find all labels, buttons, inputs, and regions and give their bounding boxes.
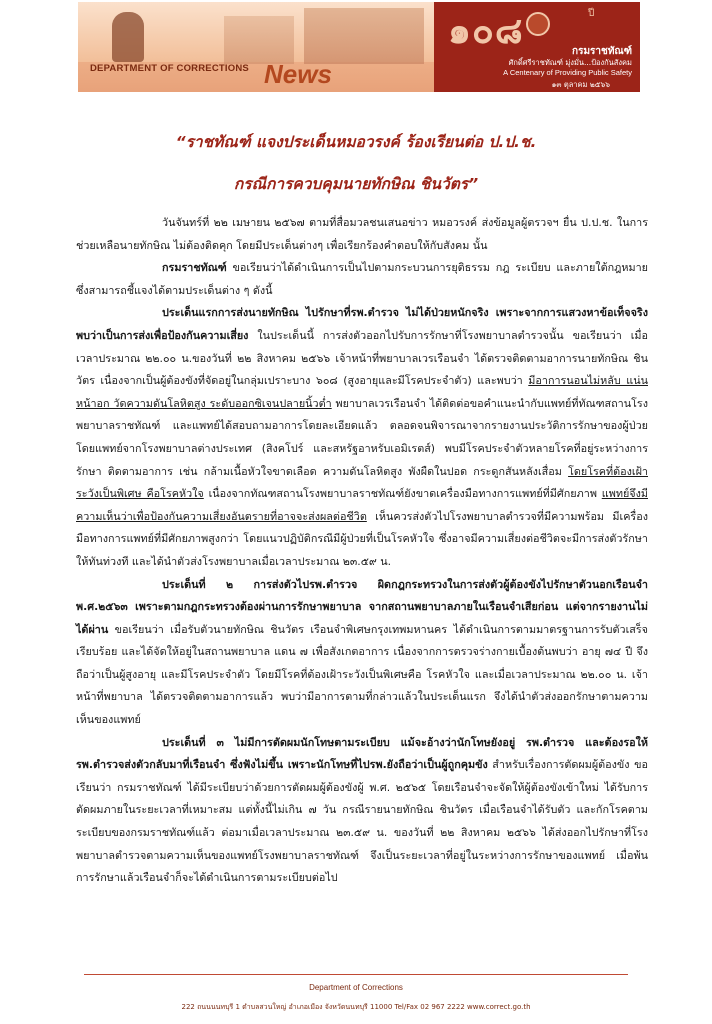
building-icon: [224, 16, 294, 64]
person-figure-icon: [112, 12, 144, 62]
intro-paragraph: วันจันทร์ที่ ๒๒ เมษายน ๒๕๖๗ ตามที่สื่อมวลชนเสนอข่าว หมอวรงค์ ส่งข้อมูลผู้ตรวจฯ ยื่น ป.ป.ช. ในการช่วยเหลือนายทักษิณ ไม่ต้องติดคุก โดยมีประเด็นต่างๆ เพื่อเรียกร้องคำตอบให้กับสังคม นั้น: [76, 216, 648, 252]
seal-icon: [526, 12, 550, 36]
org-name: กรมราชทัณฑ์: [572, 46, 632, 57]
response-text: ขอเรียนว่าได้ดำเนินการเป็นไปตามกระบวนการยุติธรรม กฎ ระเบียบ และภายใต้กฎหมาย ซึ่งสามารถชี้แจงได้ตามประเด็นต่าง ๆ ดังนี้: [76, 261, 648, 297]
response-paragraph: [76, 257, 648, 302]
anniversary-number: ๑๐๘: [448, 10, 524, 52]
point-1-paragraph: [76, 302, 648, 573]
point-2-text: ขอเรียนว่า เมื่อรับตัวนายทักษิณ ชินวัตร เรือนจำพิเศษกรุงเทพมหานคร ได้ดำเนินการตามมาตรฐานการรับตัวเสร็จเรียบร้อย และได้จัดให้อยู่ในสถานพยาบาล แดน ๗ เพื่อสังเกตอาการ เนื่องจากการตรวจร่างกายเบื้องต้นพบว่า อายุ ๗๔ ปี จึงถือว่าเป็นผู้สูงอายุ และมีโรคประจำตัว โดยมีโรคที่ต้องเฝ้าระวังเป็นพิเศษคือ โรคหัวใจ และเมื่อเวลาประมาณ ๒๒.๐๐ น. เจ้าหน้าที่พยาบาล ได้ตรวจติดตามอาการแล้ว พบว่ามีอาการตามที่กล่าวแล้วในประเด็นแรก จึงได้นำตัวส่งออกรักษาตามความเห็นของแพทย์: [76, 622, 648, 727]
footer-divider: [84, 974, 628, 975]
header-banner: [78, 2, 640, 92]
footer-address: 222 ถนนนนทบุรี 1 ตำบลสวนใหญ่ อำเภอเมือง จังหวัดนนทบุรี 11000 Tel/Fax 02 967 2222 www.correct.go.th: [181, 1003, 531, 1011]
building-icon: [304, 8, 424, 64]
point-3-paragraph: [76, 732, 648, 890]
slogan-english: A Centenary of Providing Public Safety: [503, 68, 632, 77]
point-1-text: ในประเด็นนี้ การส่งตัวออกไปรับการรักษาที่โรงพยาบาลตำรวจนั้น ขอเรียนว่า เมื่อเวลาประมาณ ๒๒.๐๐ น.ของวันที่ ๒๒ สิงหาคม ๒๕๖๖ เจ้าหน้าที่พยาบาลเวรเรือนจำ ได้ตรวจติดตามอาการนายทักษิณ ชินวัตร เนื่องจากเป็นผู้ต้องขังที่จัดอยู่ในกลุ่มเปราะบาง ๖๐๘ (สูงอายุและมีโรคประจำตัว) และพบว่า: [76, 328, 648, 388]
point-3-heading: ประเด็นที่ ๓ ไม่มีการตัดผมนักโทษตามระเบียบ แม้จะอ้างว่านักโทษยังอยู่ รพ.ตำรวจ และต้องรอให้ รพ.ตำรวจส่งตัวกลับมาที่เรือนจำ ซึ่งฟังไม่ขึ้น เพราะนักโทษที่ไปรพ.ยังถือว่าเป็นผู้ถูกคุมขัง: [76, 735, 648, 772]
department-name: DEPARTMENT OF CORRECTIONS: [90, 63, 249, 74]
point-1-text-4: เห็นควรส่งตัวไปโรงพยาบาลตำรวจที่มีความพร้อม มีเครื่องมือทางการแพทย์ที่มีศักยภาพสูงกว่า โดยแนวปฏิบัติกรณีมีผู้ป่วยที่เป็นโรคหัวใจ ซึ่งอาจมีความเสี่ยงต่อชีวิตจะมีการส่งตัวรักษาให้ทันท่วงที และได้นำตัวส่งโรงพยาบาลเมื่อเวลาประมาณ ๒๓.๕๙ น.: [76, 509, 648, 568]
point-2-paragraph: [76, 574, 648, 732]
point-1-underline-1: มีอาการนอนไม่หลับ แน่นหน้าอก วัดความดันโลหิตสูง ระดับออกซิเจนปลายนิ้วต่ำ: [76, 374, 648, 410]
point-1-text-2: พยาบาลเวรเรือนจำ ได้ติดต่อขอคำแนะนำกับแพทย์ที่ทัณฑสถานโรงพยาบาลราชทัณฑ์ และแพทย์ได้สอบถามอาการโดยละเอียดแล้ว ตลอดจนพิจารณาจากรายงานประวัติการรักษาของผู้ป่วย โดยแพทย์จากโรงพยาบาลต่างประเทศ (สิงคโปร์ และสหรัฐอาหรับเอมิเรตส์) พบมีโรคประจำตัวหลายโรคที่อยู่ระหว่างการรักษา ติดตามอาการ เช่น กล้ามเนื้อหัวใจขาดเลือด ความดันโลหิตสูง พังผืดในปอด กระดูกสันหลังเสื่อม: [76, 396, 648, 478]
footer-title: Department of Corrections: [309, 983, 403, 992]
headline-line-2: กรณีการควบคุมนายทักษิณ ชินวัตร”: [233, 175, 479, 193]
banner-photo: [78, 2, 434, 92]
slogan-thai: ศักดิ์ศรีราชทัณฑ์ มุ่งมั่น...ป้องกันสังคม: [508, 58, 632, 67]
anniversary-panel: [434, 2, 640, 92]
news-logo: News: [264, 59, 332, 89]
point-1-text-3: เนื่องจากทัณฑสถานโรงพยาบาลราชทัณฑ์ยังขาดเครื่องมือทางการแพทย์ที่มีศักยภาพ: [203, 487, 602, 501]
headline-line-1: “ราชทัณฑ์ แจงประเด็นหมอวรงค์ ร้องเรียนต่อ ป.ป.ช.: [175, 133, 537, 151]
anniversary-date: ๑๓ ตุลาคม ๒๕๖๖: [551, 80, 610, 89]
point-1-underline-3: แพทย์จึงมีความเห็นว่าเพื่อป้องกันความเสี่ยงอันตรายที่อาจจะส่งผลต่อชีวิต: [76, 487, 648, 523]
point-3-text: สำหรับเรื่องการตัดผมผู้ต้องขัง ขอเรียนว่า กรมราชทัณฑ์ ได้มีระเบียบว่าด้วยการตัดผมผู้ต้องขังผู้ พ.ศ. ๒๕๖๕ โดยเรือนจำจะจัดให้ผู้ต้องขังเข้าใหม่ ได้รับการตัดผมภายในระยะเวลาที่เหมาะสม แต่ทั้งนี้ไม่เกิน ๗ วัน กรณีรายนายทักษิณ ชินวัตร เมื่อเรือนจำได้รับตัว และกักโรคตามระเบียบของกรมราชทัณฑ์แล้ว ต่อมาเมื่อเวลาประมาณ ๒๓.๕๙ น. ของวันที่ ๒๒ สิงหาคม ๒๕๖๖ ได้ส่งออกไปรักษาที่โรงพยาบาลตำรวจตามความเห็นของแพทย์โรงพยาบาลราชทัณฑ์ จึงเป็นระยะเวลาที่อยู่ในระหว่างการรักษาของแพทย์ เมื่อพ้นการรักษาแล้วเรือนจำก็จะได้ดำเนินการตามระเบียบต่อไป: [76, 758, 648, 885]
article-body: [76, 212, 648, 890]
point-2-heading: ประเด็นที่ ๒ การส่งตัวไปรพ.ตำรวจ ผิดกฎกระทรวงในการส่งตัวผู้ต้องขังไปรักษาตัวนอกเรือนจำ พ.ศ.๒๕๖๓ เพราะตามกฎกระทรวงต้องผ่านการรักษาพยาบาล จากสถานพยาบาลภายในเรือนจำเสียก่อน แต่จากรายงานไม่ได้ผ่าน: [76, 577, 648, 636]
point-1-heading: ประเด็นแรกการส่งนายทักษิณ ไปรักษาที่รพ.ตำรวจ ไม่ได้ป่วยหนักจริง เพราะจากการแสวงหาข้อเท็จจริง พบว่าเป็นการส่งเพื่อป้องกันความเสี่ยง: [76, 306, 648, 342]
response-org: กรมราชทัณฑ์: [162, 261, 227, 275]
point-1-underline-2: โดยโรคที่ต้องเฝ้าระวังเป็นพิเศษ คือโรคหัวใจ: [76, 464, 648, 501]
anniversary-unit: ปี: [588, 8, 595, 19]
